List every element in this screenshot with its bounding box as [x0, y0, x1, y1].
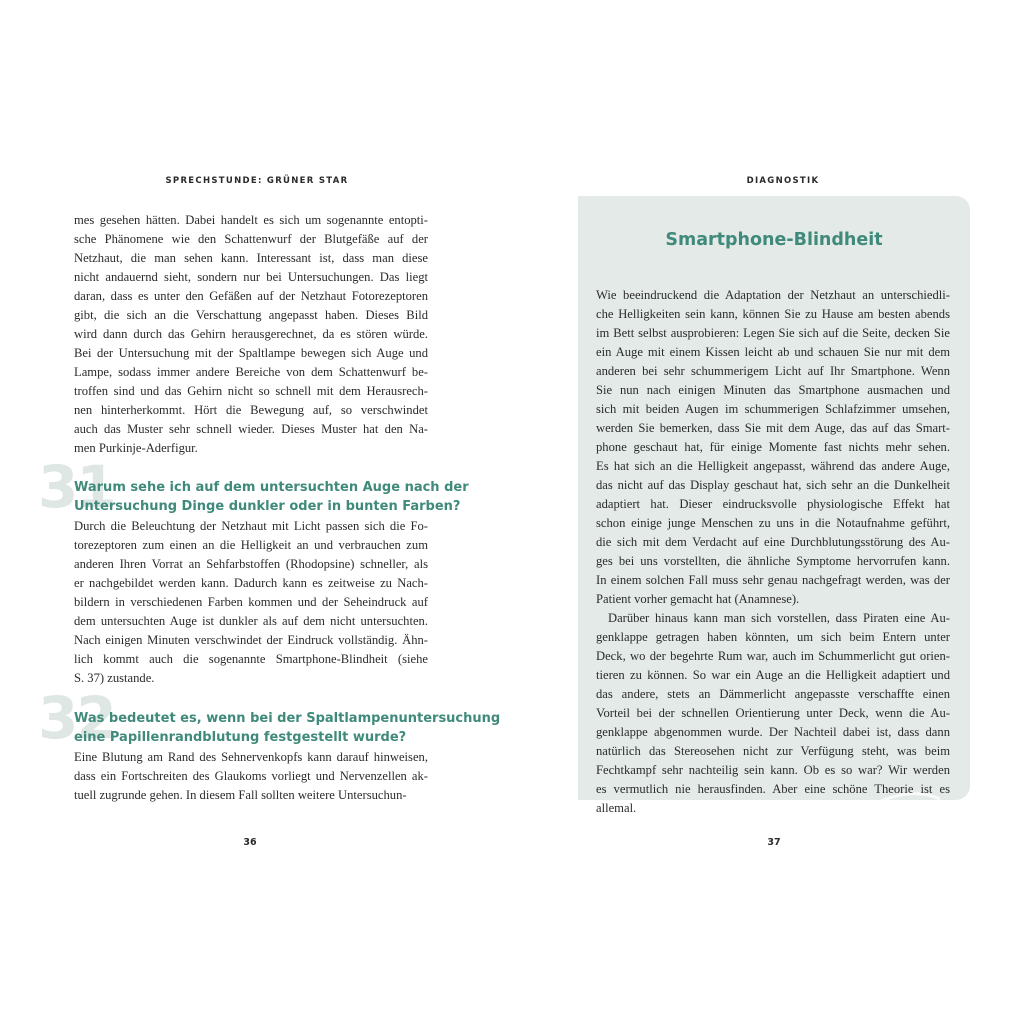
- question-title-32-line-2: eine Papillenrandblutung festgestellt wurde?: [74, 730, 407, 745]
- text-line: sich mit beiden Augen im schummerigen Schlafzimmer umsehen,: [596, 402, 950, 416]
- text-line: dem untersuchten Auge ist dunkler als auf dem nicht untersuchten.: [74, 614, 428, 628]
- question-title-31-line-1: Warum sehe ich auf dem untersuchten Auge nach der: [74, 480, 469, 495]
- text-line: nen hinterherkommt. Hört die Bewegung auf, so verschwindet: [74, 403, 428, 417]
- page-number-left: 36: [243, 837, 257, 848]
- text-line: anderen bei sehr schummerigem Licht auf Ihr Smartphone. Wenn: [596, 364, 950, 378]
- text-line: Wie beeindruckend die Adaptation der Netzhaut an unterschiedli-: [596, 288, 950, 302]
- text-line: Bei der Untersuchung mit der Spaltlampe bewegen sich Auge und: [74, 346, 428, 360]
- question-title-31-line-2: Untersuchung Dinge dunkler oder in bunten Farben?: [74, 499, 461, 514]
- text-line: sche Phänomene wie den Schattenwurf der Blutgefäße auf der: [74, 232, 428, 246]
- text-line: men Purkinje-Aderfigur.: [74, 441, 198, 455]
- text-line: Darüber hinaus kann man sich vorstellen, dass Piraten eine Au-: [608, 611, 950, 625]
- text-line: allemal.: [596, 801, 637, 815]
- text-line: die sich mit dem Verdacht auf eine Durchblutungsstörung des Au-: [596, 535, 950, 549]
- text-line: Patient vorher gemacht hat (Anamnese).: [596, 592, 800, 606]
- text-line: S. 37) zustande.: [74, 671, 155, 685]
- text-line: im Bett selbst ausprobieren: Legen Sie sich auf die Seite, decken Sie: [596, 326, 950, 340]
- box-title: Smartphone-Blindheit: [665, 230, 883, 250]
- text-line: ges bei uns vorstellten, die ähnliche Symptome hervorrufen kann.: [596, 554, 950, 568]
- question-number-31: 31: [38, 453, 115, 521]
- text-line: auch das Muster sehr schnell wieder. Dieses Muster hat den Na-: [74, 422, 428, 436]
- text-line: mes gesehen hätten. Dabei handelt es sich um sogenannte entopti-: [74, 213, 428, 227]
- text-line: anderen Ihren Vorrat an Sehfarbstoffen (Rhodopsine) schneller, als: [74, 557, 428, 571]
- text-line: Nach einigen Minuten verschwindet der Eindruck vollständig. Ähn-: [74, 633, 428, 647]
- text-line: genklappe getragen haben könnten, um sich beim Entern unter: [596, 630, 950, 644]
- text-line: werden Sie bemerken, dass Sie mit dem Auge, das auf das Smart-: [596, 421, 950, 435]
- text-line: Sie nun nach einigen Minuten das Smartphone ausmachen und: [596, 383, 950, 397]
- text-line: Fechtkampf sehr nachteilig sein kann. Ob es so war? Wir werden: [596, 763, 950, 777]
- text-line: Deck, wo der begehrte Rum war, auch im Schummerlicht gut orien-: [596, 649, 950, 663]
- page-number-right: 37: [767, 837, 781, 848]
- text-line: Netzhaut, die man sehen kann. Interessant ist, dass man diese: [74, 251, 428, 265]
- text-line: schon einige junge Menschen zu uns in die Notaufnahme geführt,: [596, 516, 950, 530]
- text-line: er nachgebildet werden kann. Dadurch kann es zeitweise zu Nach-: [74, 576, 428, 590]
- text-line: nicht andauernd sieht, sondern nur bei Untersuchungen. Das liegt: [74, 270, 428, 284]
- text-line: ein Auge mit einem Kissen leicht ab und schauen Sie nur mit dem: [596, 345, 950, 359]
- question-number-32: 32: [38, 684, 115, 752]
- text-line: bildern in verschiedenen Farben kommen und der Seheindruck auf: [74, 595, 428, 609]
- text-line: wird dann durch das Gehirn herausgerechnet, da es stören würde.: [74, 327, 428, 341]
- text-line: Vorteil bei der schnellen Orientierung unter Deck, wenn die Au-: [596, 706, 950, 720]
- text-line: natürlich das Stereosehen nicht zur Verfügung steht, was beim: [596, 744, 950, 758]
- text-line: dass ein Fortschreiten des Glaukoms vorliegt und Nervenzellen ak-: [74, 769, 428, 783]
- text-line: genklappe abgenommen wurde. Der Nachteil dabei ist, dass dann: [596, 725, 950, 739]
- text-line: troffen sind und das Gehirn nicht so schnell mit dem Herausrech-: [74, 384, 428, 398]
- text-line: lich kommt auch die sogenannte Smartphone-Blindheit (siehe: [74, 652, 428, 666]
- right-page: [512, 0, 1024, 1024]
- text-line: torezeptoren zum einen an die Helligkeit an und verbrauchen zum: [74, 538, 428, 552]
- text-line: adaptiert hat. Dieser eindrucksvolle physiologische Effekt hat: [596, 497, 950, 511]
- text-line: Durch die Beleuchtung der Netzhaut mit Licht passen sich die Fo-: [74, 519, 428, 533]
- text-line: das nicht auf das Display geschaut hat, sich sehr an die Dunkelheit: [596, 478, 950, 492]
- intro-text: [74, 211, 428, 458]
- question-32: [74, 709, 501, 809]
- text-line: phone geschaut hat, für einige Momente fast nichts mehr sehen.: [596, 440, 950, 454]
- text-line: tieren zu können. So war ein Auge an die Helligkeit adaptiert und: [596, 668, 950, 682]
- text-line: gibt, die sich an die Verschattung angepasst haben. Dieses Bild: [74, 308, 428, 322]
- text-line: tuell zugrunde gehen. In diesem Fall sollten weitere Untersuchun-: [74, 788, 407, 802]
- text-line: es vermutlich nie herausfinden. Aber eine schöne Theorie ist es: [596, 782, 950, 796]
- text-line: das andere, stets an Dämmerlicht angepasste verschaffte einen: [596, 687, 950, 701]
- text-line: daran, dass es unter den Gefäßen auf der Netzhaut Fotorezeptoren: [74, 289, 428, 303]
- text-line: Lampe, sodass immer andere Bereiche von dem Schattenwurf be-: [74, 365, 428, 379]
- text-line: In einem solchen Fall muss sehr genau nachgefragt werden, was der: [596, 573, 950, 587]
- running-head-left: SPRECHSTUNDE: GRÜNER STAR: [165, 176, 349, 186]
- question-title-32-line-1: Was bedeutet es, wenn bei der Spaltlampenuntersuchung: [74, 711, 501, 726]
- text-line: Es hat sich an die Helligkeit angepasst, während das andere Auge,: [596, 459, 950, 473]
- text-line: che Helligkeiten sein kann, können Sie zu Hause am besten abends: [596, 307, 950, 321]
- question-31: [74, 478, 469, 685]
- running-head-right: DIAGNOSTIK: [746, 176, 820, 186]
- text-line: Eine Blutung am Rand des Sehnervenkopfs kann darauf hinweisen,: [74, 750, 428, 764]
